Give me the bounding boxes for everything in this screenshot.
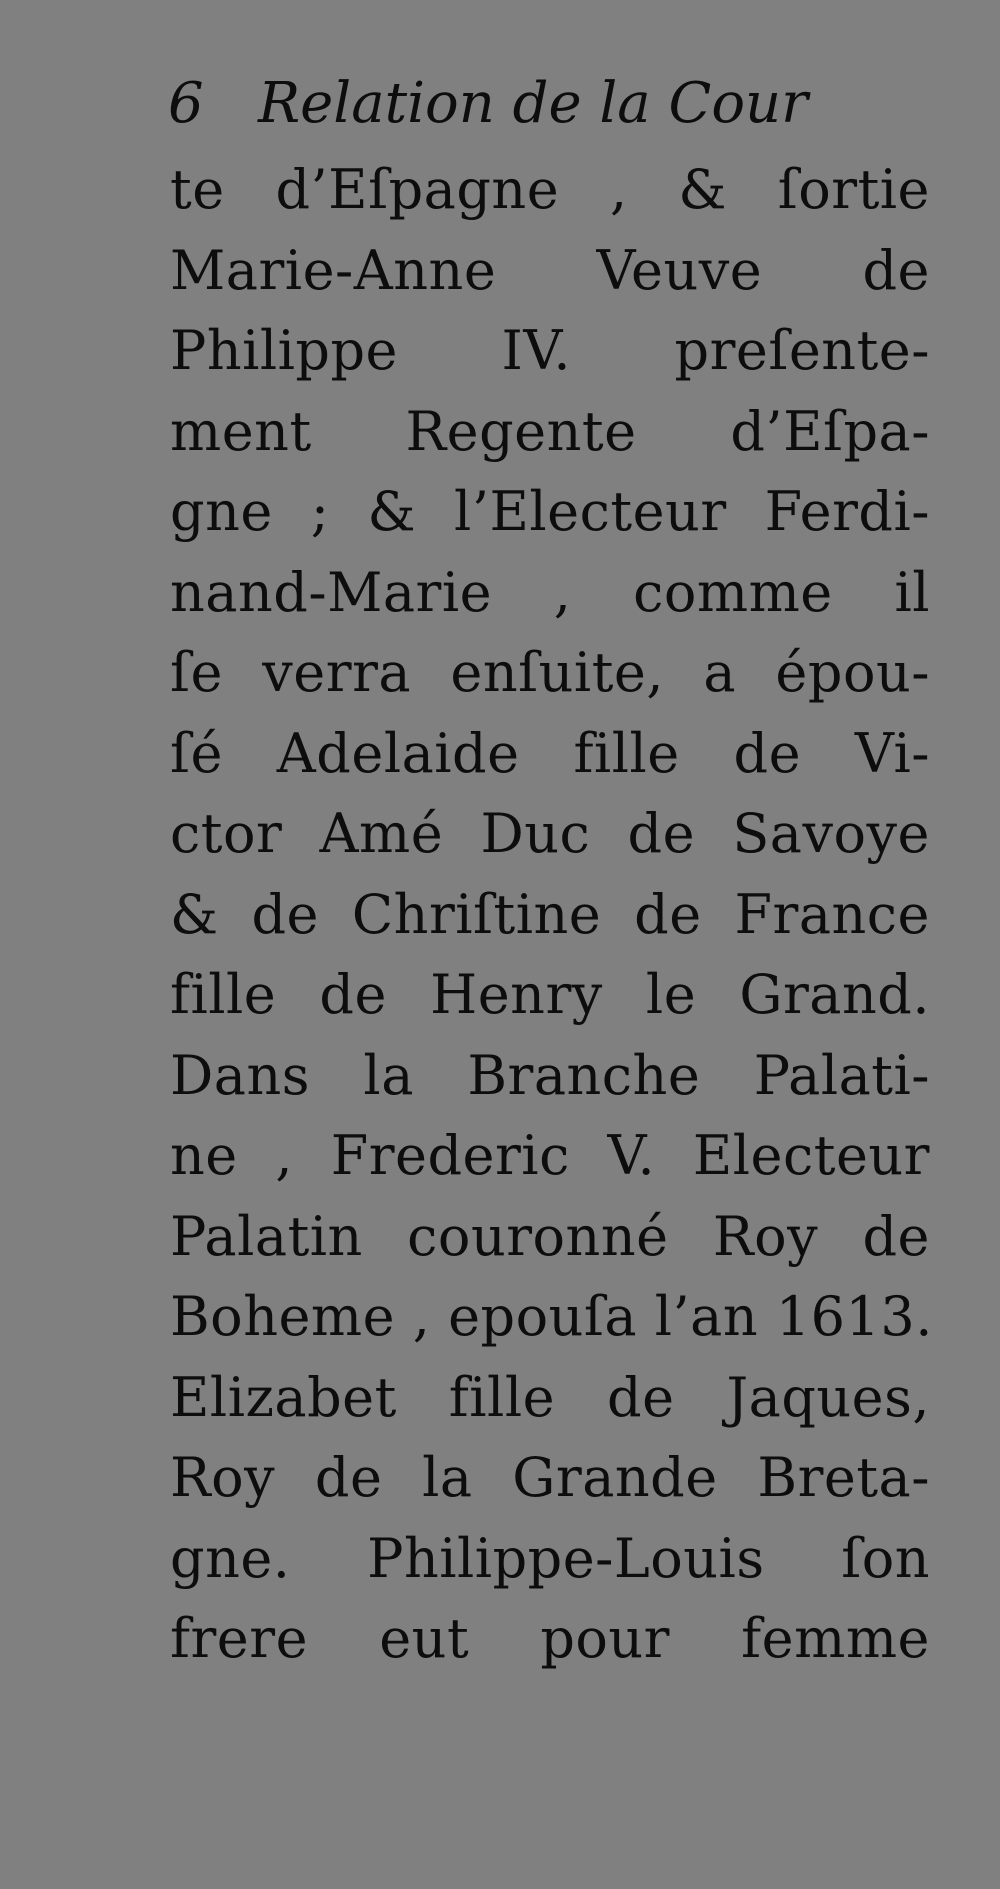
- text-line: nand-Marie , comme il: [170, 560, 930, 624]
- text-line: & de Chriſtine de France: [170, 882, 930, 946]
- text-line: fille de Henry le Grand.: [170, 963, 930, 1026]
- text-line: Boheme , epouſa l’an 1613.: [170, 1285, 933, 1348]
- text-line: ſe verra enſuite, a épou-: [170, 641, 930, 704]
- running-title: Relation de la Cour: [258, 71, 808, 136]
- body-text: [170, 150, 933, 1680]
- text-line: ne , Frederic V. Electeur: [170, 1124, 930, 1187]
- text-line: ctor Amé Duc de Savoye: [170, 802, 930, 865]
- text-line: gne ; & l’Electeur Ferdi-: [170, 480, 930, 543]
- text-line: Philippe IV. preſente-: [170, 319, 930, 382]
- text-line: Dans la Branche Palati-: [170, 1043, 930, 1107]
- text-line: ſé Adelaide fille de Vi-: [170, 721, 930, 785]
- text-line: Marie-Anne Veuve de: [170, 238, 930, 302]
- text-line: te d’Eſpagne , & ſortie: [170, 158, 930, 221]
- page-header: [168, 64, 828, 144]
- text-line: Elizabet fille de Jaques,: [170, 1365, 930, 1429]
- text-line: Roy de la Grande Breta-: [170, 1446, 930, 1509]
- text-line: frere eut pour femme: [170, 1607, 930, 1670]
- text-line: ment Regente d’Eſpa-: [170, 399, 930, 463]
- page-number: 6: [168, 71, 204, 136]
- text-line: Palatin couronné Roy de: [170, 1204, 930, 1268]
- text-line: gne. Philippe-Louis ſon: [170, 1526, 930, 1590]
